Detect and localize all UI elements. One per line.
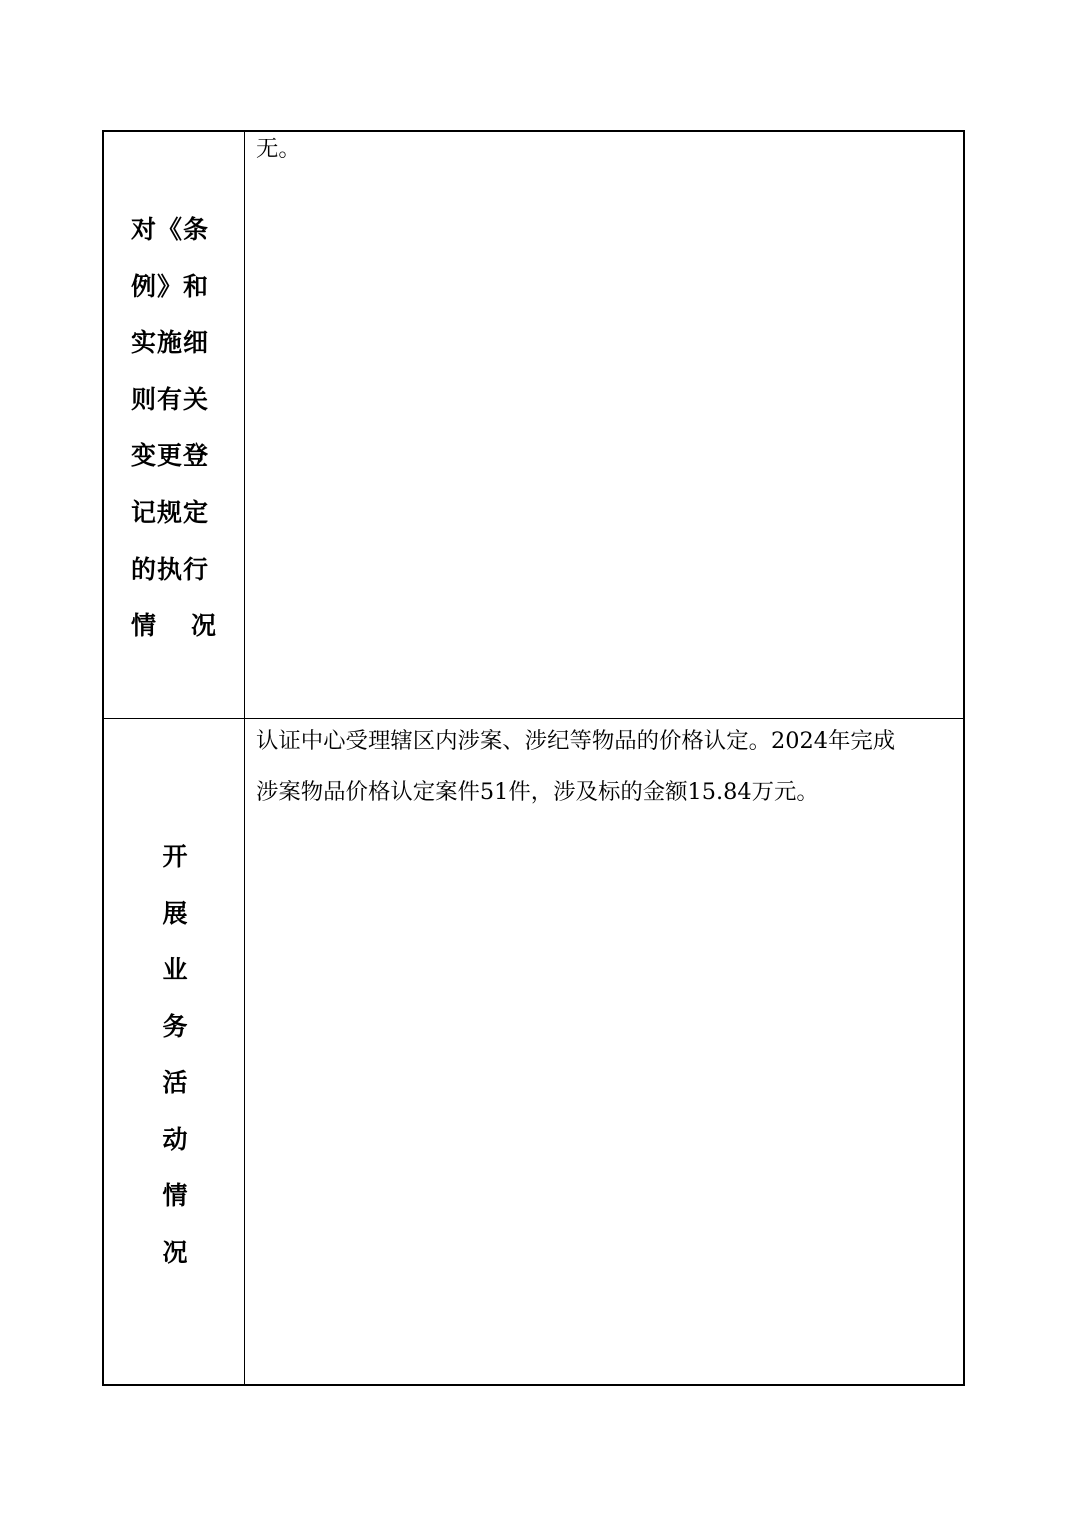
row-content-line: 认证中心受理辖区内涉案、涉纪等物品的价格认定。2024年完成 [256,728,896,754]
label-char: 况 [162,1237,188,1267]
table-row-regulation-compliance [104,132,963,719]
row-label-cell [104,719,245,1384]
row-label [131,202,219,655]
label-char: 业 [162,955,188,984]
row-content-text: 无。 [256,136,301,162]
row-content-line: 涉案物品价格认定案件51件，涉及标的金额15.84万元。 [256,779,819,805]
report-table [102,130,965,1386]
label-char: 情 [162,1181,188,1210]
label-char: 动 [162,1124,188,1154]
label-line: 对《条 [131,215,210,244]
row-label [160,829,190,1281]
label-char: 务 [162,1011,188,1041]
table-row-business-activities [104,719,963,1384]
row-content-cell [245,719,963,1384]
label-line: 例》和 [131,271,210,301]
label-char: 活 [162,1068,188,1097]
row-content-cell [245,132,963,718]
label-line: 的执行 [131,554,210,584]
label-char: 况 [190,611,217,641]
label-line: 实施细 [131,328,210,358]
label-line: 变更登 [131,441,210,471]
label-line: 则有关 [131,384,210,414]
label-line [131,598,217,655]
row-label-cell [104,132,245,718]
label-line: 记规定 [131,497,210,527]
label-char: 开 [162,842,188,871]
label-char: 情 [131,611,158,641]
label-char: 展 [162,898,188,928]
